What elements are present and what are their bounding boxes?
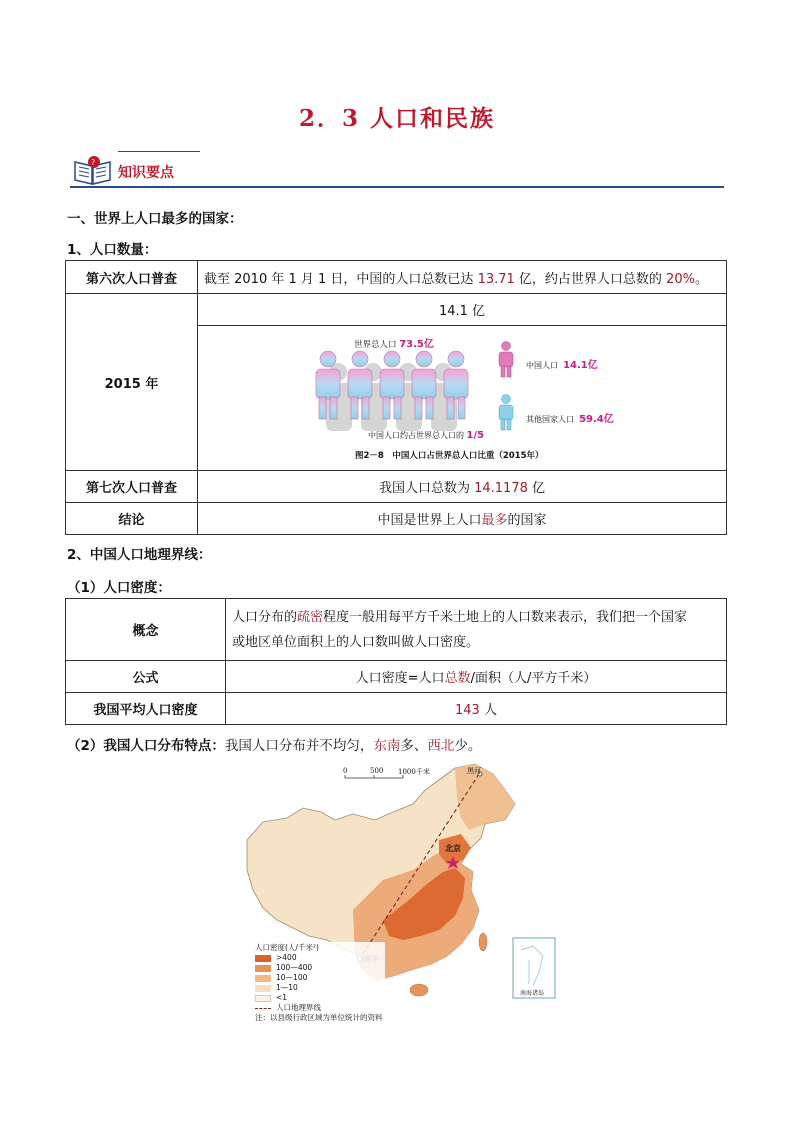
row-value: 截至 2010 年 1 月 1 日，中国的人口总数已达 13.71 亿，约占世界人口总数的 20%。	[198, 261, 727, 294]
legend-swatch	[255, 995, 271, 1002]
legend-item: <1	[255, 993, 383, 1003]
table-row	[66, 503, 727, 535]
scale-1000: 1000千米	[398, 768, 430, 776]
china-population-label: 中国人口 14.1亿	[526, 360, 598, 371]
legend-title: 人口密度(人/千米²)	[255, 943, 319, 952]
table-row	[66, 693, 727, 725]
population-figure	[198, 326, 726, 470]
legend-item: 10—100	[255, 973, 383, 983]
scale-500: 500	[370, 767, 384, 775]
label-south-china-sea: 南海诸岛	[520, 990, 545, 997]
other-population-label: 其他国家人口 59.4亿	[526, 414, 614, 425]
row-value: 14.1 亿	[198, 294, 727, 326]
ratio-label: 中国人口约占世界总人口的 1/5	[368, 430, 485, 441]
label-beijing: 北京	[445, 843, 461, 853]
scale-0: 0	[343, 767, 348, 775]
row-label: 结论	[66, 503, 198, 535]
legend-item: >400	[255, 953, 383, 963]
row-label: 概念	[66, 599, 226, 661]
legend-item: 人口地理界线	[255, 1003, 383, 1013]
section-label: 知识要点	[118, 165, 174, 181]
page-title: 2．3 人口和民族	[298, 105, 495, 132]
legend-item: 1—10	[255, 983, 383, 993]
row-value: 中国是世界上人口最多的国家	[198, 503, 727, 535]
heading-population-count: 1、人口数量：	[67, 242, 158, 258]
population-table	[65, 260, 727, 535]
row-value: 人口分布的疏密程度一般用每平方千米土地上的人口数来表示，我们把一个国家 或地区单位面积上的人口数叫做人口密度。	[226, 599, 727, 661]
world-population-people-icon	[311, 350, 481, 430]
row-label: 公式	[66, 661, 226, 693]
book-icon	[72, 154, 114, 186]
section-banner	[70, 148, 724, 188]
distribution-feature: （2）我国人口分布特点：我国人口分布并不均匀，东南多、西北少。	[67, 738, 482, 754]
legend-swatch	[255, 965, 271, 972]
map-legend	[253, 942, 385, 1024]
table-row	[66, 471, 727, 503]
density-table	[65, 598, 727, 725]
other-population-icon	[496, 394, 516, 432]
heading-world-largest: 一、世界上人口最多的国家：	[67, 211, 243, 227]
figure-caption: 图2－8 中国人口占世界总人口比重（2015年）	[355, 451, 544, 461]
legend-swatch	[255, 975, 271, 982]
china-population-icon	[496, 341, 516, 379]
table-row	[66, 599, 727, 661]
heading-density: （1）人口密度：	[67, 580, 171, 596]
population-figure-cell	[198, 326, 727, 471]
map-note: 注：以县级行政区域为单位统计的资料	[255, 1013, 383, 1022]
row-label: 第七次人口普查	[66, 471, 198, 503]
label-heihe: 黑河	[467, 767, 481, 775]
legend-swatch	[255, 955, 271, 962]
svg-text:?: ?	[91, 158, 96, 167]
row-label: 2015 年	[66, 294, 198, 471]
heading-geo-line: 2、中国人口地理界线：	[67, 547, 212, 563]
row-value: 143 人	[226, 693, 727, 725]
table-row	[66, 261, 727, 294]
legend-item: 100—400	[255, 963, 383, 973]
row-value: 人口密度=人口总数/面积（人/平方千米）	[226, 661, 727, 693]
table-row	[66, 661, 727, 693]
world-population-label: 世界总人口 73.5亿	[354, 339, 434, 350]
legend-swatch	[255, 985, 271, 992]
row-label: 我国平均人口密度	[66, 693, 226, 725]
table-row	[66, 294, 727, 326]
row-label: 第六次人口普查	[66, 261, 198, 294]
population-density-map	[243, 760, 563, 1022]
row-value: 我国人口总数为 14.1178 亿	[198, 471, 727, 503]
